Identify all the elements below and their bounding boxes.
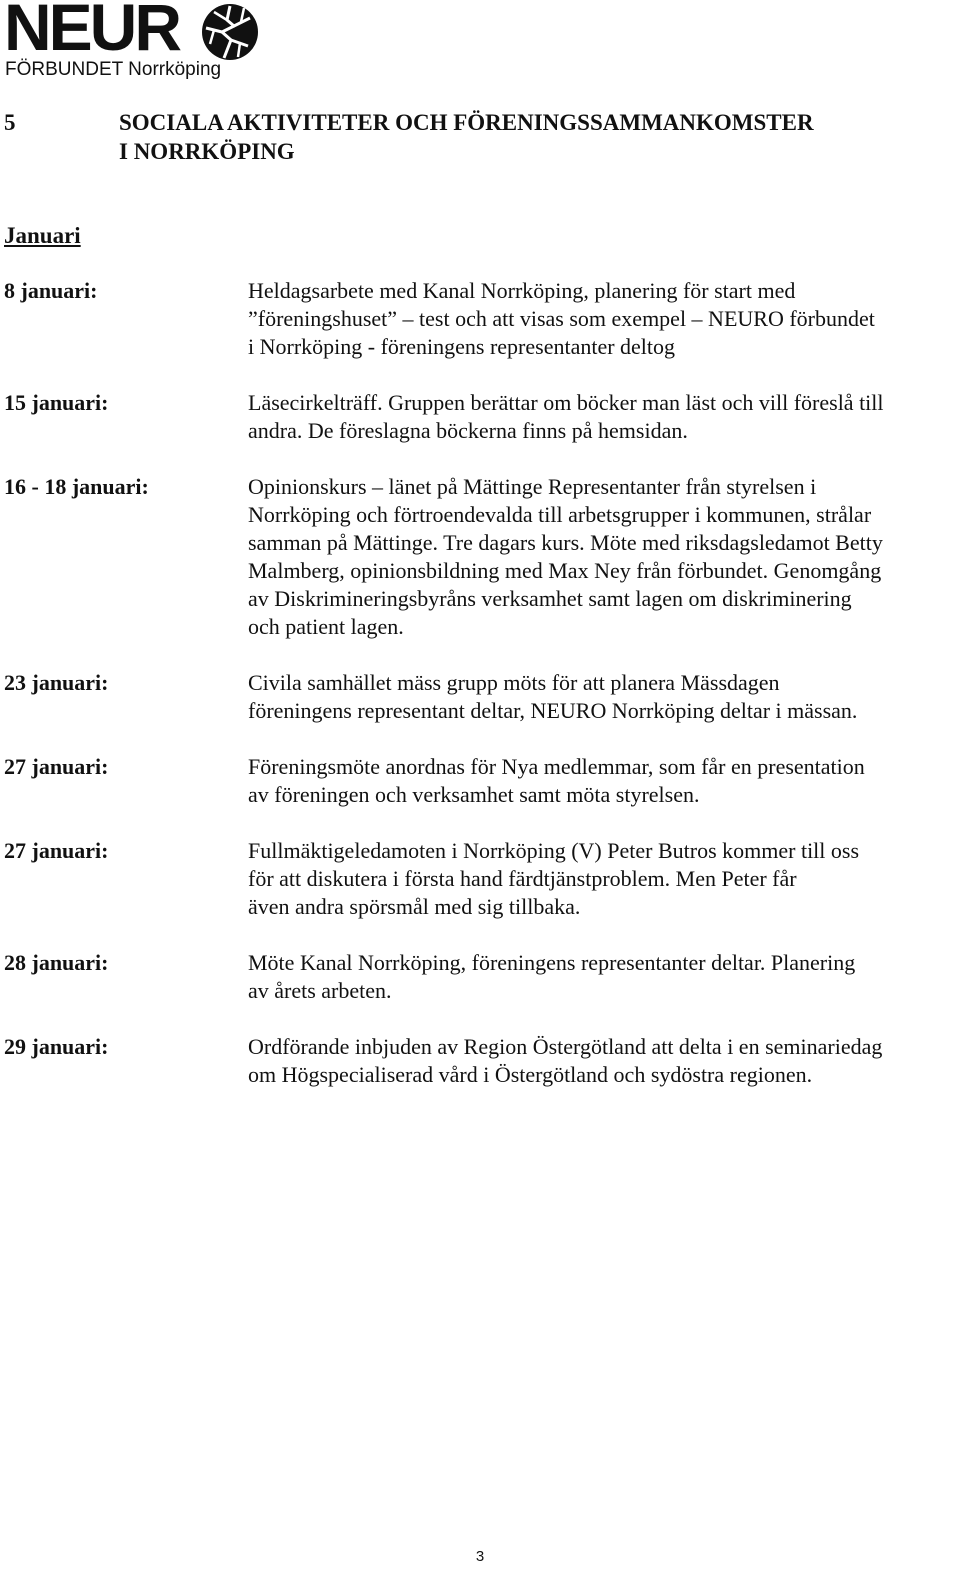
entry-line: Opinionskurs – länet på Mättinge Representanter från styrelsen i [248, 474, 817, 499]
entry-date: 29 januari: [4, 1034, 109, 1059]
section-title-line: I NORRKÖPING [119, 139, 295, 164]
list-item [4, 389, 956, 445]
entry-line: Läsecirkelträff. Gruppen berättar om böcker man läst och vill föreslå till [248, 390, 884, 415]
list-item [4, 473, 956, 641]
list-item [4, 837, 956, 921]
entry-line: Heldagsarbete med Kanal Norrköping, planering för start med [248, 278, 796, 303]
entry-line: även andra spörsmål med sig tillbaka. [248, 894, 581, 919]
entry-line: samman på Mättinge. Tre dagars kurs. Möte med riksdagsledamot Betty [248, 530, 883, 555]
entry-line: av föreningen och verksamhet samt möta styrelsen. [248, 782, 700, 807]
entry-description [248, 753, 956, 809]
entry-line: Civila samhället mäss grupp möts för att planera Mässdagen [248, 670, 780, 695]
entry-line: Malmberg, opinionsbildning med Max Ney från förbundet. Genomgång [248, 558, 882, 583]
entry-description [248, 277, 956, 361]
entry-line: för att diskutera i första hand färdtjänstproblem. Men Peter får [248, 866, 797, 891]
month-heading: Januari [4, 223, 81, 248]
entry-line: andra. De föreslagna böckerna finns på hemsidan. [248, 418, 688, 443]
entry-line: Norrköping och förtroendevalda till arbetsgrupper i kommunen, strålar [248, 502, 872, 527]
entry-date: 8 januari: [4, 278, 98, 303]
entry-line: av Diskrimineringsbyråns verksamhet samt lagen om diskriminering [248, 586, 852, 611]
section-title-line: SOCIALA AKTIVITETER OCH FÖRENINGSSAMMANKOMSTER [119, 110, 814, 135]
entry-line: föreningens representant deltar, NEURO Norrköping deltar i mässan. [248, 698, 858, 723]
entry-line: ”föreningshuset” – test och att visas som exempel – NEURO förbundet [248, 306, 875, 331]
list-item [4, 949, 956, 1005]
entry-date: 16 - 18 januari: [4, 474, 149, 499]
activity-list [4, 277, 956, 1117]
entry-line: av årets arbeten. [248, 978, 392, 1003]
section-title [119, 108, 919, 166]
entry-line: och patient lagen. [248, 614, 404, 639]
list-item [4, 753, 956, 809]
entry-description [248, 949, 956, 1005]
entry-date: 23 januari: [4, 670, 109, 695]
entry-line: Föreningsmöte anordnas för Nya medlemmar, som får en presentation [248, 754, 865, 779]
entry-date: 27 januari: [4, 754, 109, 779]
entry-description [248, 473, 956, 641]
page-number: 3 [475, 1548, 485, 1565]
list-item [4, 277, 956, 361]
neuro-logo [4, 0, 264, 82]
entry-line: i Norrköping - föreningens representanter deltog [248, 334, 676, 359]
entry-description [248, 837, 956, 921]
entry-description [248, 669, 956, 725]
entry-date: 28 januari: [4, 950, 109, 975]
entry-line: Fullmäktigeledamoten i Norrköping (V) Peter Butros kommer till oss [248, 838, 860, 863]
entry-date: 15 januari: [4, 390, 109, 415]
entry-line: om Högspecialiserad vård i Östergötland och sydöstra regionen. [248, 1062, 813, 1087]
section-number: 5 [4, 110, 16, 135]
logo-subtitle: FÖRBUNDET Norrköping [5, 59, 222, 80]
list-item [4, 669, 956, 725]
entry-description [248, 1033, 956, 1089]
entry-description [248, 389, 956, 445]
entry-date: 27 januari: [4, 838, 109, 863]
entry-line: Ordförande inbjuden av Region Östergötland att delta i en seminariedag [248, 1034, 883, 1059]
entry-line: Möte Kanal Norrköping, föreningens representanter deltar. Planering [248, 950, 856, 975]
logo-wordmark: NEUR [4, 0, 180, 64]
brain-crack-icon [200, 2, 260, 62]
list-item [4, 1033, 956, 1089]
